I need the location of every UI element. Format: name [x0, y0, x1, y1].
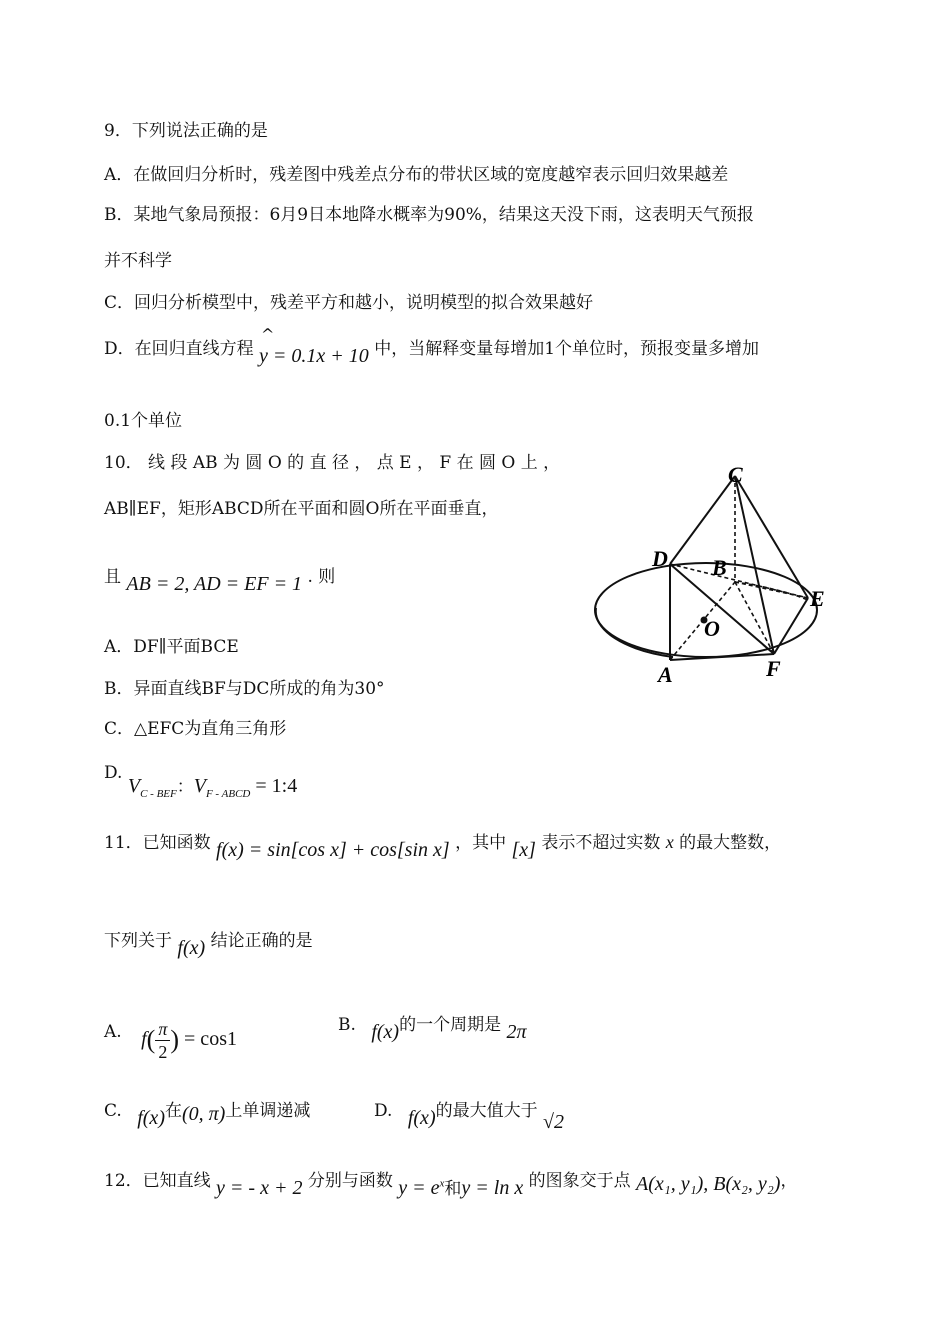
q10-volume-1-sub: C - BEF — [140, 788, 177, 800]
q11-variable-x: x — [665, 832, 674, 852]
q12-stem-prefix: 12．已知直线 — [104, 1171, 211, 1191]
q9-option-d — [104, 325, 760, 367]
q11-function: f(x) = sin[cos x] + cos[sin x] — [216, 839, 450, 861]
q11-option-c-label: C. — [104, 1101, 122, 1121]
q11-option-b-function: f(x) — [371, 1021, 400, 1043]
q11-option-d-text: 的最大值大于 — [435, 1101, 538, 1121]
q10-given-lengths: AB = 2, AD = EF = 1 — [126, 573, 303, 595]
q10-stem-line1: 10． 线 段 AB 为 圆 O 的 直 径 ， 点 E ， F 在 圆 O 上 ， — [104, 453, 561, 473]
edge-bf — [735, 582, 774, 654]
label-o: O — [704, 616, 720, 641]
q10-colon: ： — [176, 777, 194, 796]
edge-dc — [670, 476, 735, 564]
q11-option-b-period: 2π — [506, 1021, 527, 1043]
q12-exp-base: y = e — [398, 1177, 440, 1199]
q12-mid1: 分别与函数 — [307, 1171, 393, 1191]
q11-option-c-interval: (0, π) — [181, 1103, 226, 1125]
label-c: C — [728, 462, 743, 487]
q11-fraction-numerator: π — [155, 1018, 170, 1041]
q12-end: ， — [780, 1171, 798, 1191]
q11-option-d-sqrt2: √2 — [543, 1111, 564, 1133]
q10-stem-line3-suffix: . 则 — [307, 567, 336, 587]
q9-option-d-line2: 0.1个单位 — [104, 411, 183, 431]
q11-option-c-function: f(x) — [137, 1107, 165, 1129]
q10-option-d — [104, 758, 298, 800]
q10-ratio-value: = 1:4 — [255, 775, 298, 797]
q11-option-a-fraction — [155, 1018, 170, 1063]
label-e: E — [810, 586, 825, 611]
q9-option-b-line1: B．某地气象局预报：6月9日本地降水概率为90%，结果这天没下雨，这表明天气预报 — [104, 205, 754, 225]
q12-and: 和 — [444, 1179, 462, 1199]
q11-option-a-rhs: = cos1 — [184, 1028, 237, 1051]
q11-option-a-label: A. — [104, 1022, 122, 1043]
q12-stem — [104, 1166, 798, 1199]
q12-exp-power: x — [439, 1177, 445, 1190]
q11-stem-end: 的最大整数， — [679, 833, 782, 853]
q12-line-equation: y = - x + 2 — [216, 1177, 303, 1199]
q11-option-d-label: D. — [374, 1101, 393, 1121]
q9-option-a: A．在做回归分析时，残差图中残差点分布的带状区域的宽度越窄表示回归效果越差 — [104, 165, 729, 185]
q11-line2-function: f(x) — [177, 937, 206, 959]
circle-o — [595, 563, 817, 657]
q11-option-c-text1: 在 — [164, 1101, 182, 1121]
q9-regression-equation: y = 0.1x + 10 — [259, 345, 369, 367]
edge-ef — [774, 598, 808, 654]
q10-volume-2: V — [193, 775, 206, 797]
q11-stem-line1 — [104, 828, 782, 861]
q12-exp-function — [398, 1177, 444, 1199]
q11-stem-line2 — [104, 926, 313, 959]
q11-option-a-f: f — [141, 1028, 147, 1051]
q11-option-c — [104, 1096, 311, 1129]
q10-volume-ratio — [127, 775, 298, 800]
q11-option-a — [104, 1010, 237, 1062]
q10-stem-line2: AB∥EF，矩形ABCD所在平面和圆O所在平面垂直， — [104, 499, 499, 519]
q10-stem-line3-prefix: 且 — [104, 567, 121, 587]
q10-geometry-figure — [588, 460, 828, 690]
q11-option-c-text2: 上单调递减 — [225, 1101, 311, 1121]
label-f: F — [766, 656, 781, 681]
q9-option-b-line2: 并不科学 — [104, 251, 172, 271]
q10-volume-1: V — [127, 775, 141, 797]
q11-option-b-label: B. — [338, 1015, 356, 1035]
edge-be — [735, 582, 808, 598]
q9-option-d-hat: ^ — [261, 325, 275, 344]
circle-arc-back — [735, 582, 808, 600]
q12-intersection-points: A(x₁, y₁), B(x₂, y₂) — [636, 1173, 781, 1195]
q11-floor-bracket: [x] — [511, 839, 536, 861]
q11-stem-post: 表示不超过实数 — [541, 833, 661, 853]
q11-option-b — [338, 1010, 527, 1043]
label-d: D — [652, 546, 668, 571]
edge-ce — [735, 476, 808, 598]
q10-option-c: C．△EFC为直角三角形 — [104, 719, 287, 739]
q10-option-d-label: D. — [104, 763, 123, 783]
q11-option-b-text: 的一个周期是 — [399, 1015, 502, 1035]
q10-stem-line3 — [104, 562, 336, 595]
label-b: B — [712, 555, 727, 580]
q11-option-d-function: f(x) — [407, 1107, 436, 1129]
q9-option-c: C．回归分析模型中，残差平方和越小，说明模型的拟合效果越好 — [104, 293, 594, 313]
q12-ln-function: y = ln x — [461, 1177, 524, 1199]
q11-stem-mid: ，其中 — [455, 833, 507, 853]
q11-line2-suffix: 结论正确的是 — [210, 931, 313, 951]
q10-option-b: B．异面直线BF与DC所成的角为30° — [104, 679, 385, 699]
q9-option-d-prefix: D．在回归直线方程 — [104, 339, 254, 359]
q11-stem-prefix: 11．已知函数 — [104, 833, 211, 853]
q11-fraction-denominator: 2 — [158, 1042, 168, 1062]
q10-option-a: A．DF∥平面BCE — [104, 637, 239, 657]
q10-volume-2-sub: F - ABCD — [205, 788, 251, 800]
label-a: A — [658, 662, 673, 687]
q12-mid2: 的图象交于点 — [528, 1171, 631, 1191]
q9-stem: 9．下列说法正确的是 — [104, 121, 268, 141]
q11-option-d — [374, 1096, 564, 1133]
q9-option-d-suffix: 中，当解释变量每增加1个单位时，预报变量多增加 — [374, 339, 760, 359]
q11-line2-prefix: 下列关于 — [104, 931, 172, 951]
q11-option-a-math: f( $\frac{\pi}{2}$ ) = cos1 — [141, 1019, 237, 1062]
